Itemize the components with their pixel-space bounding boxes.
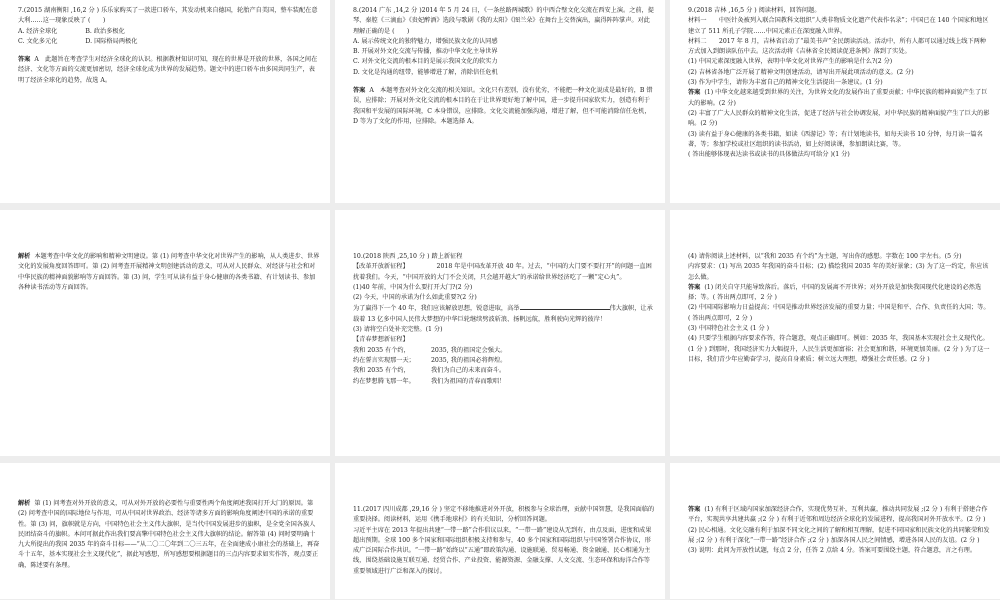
material-2: 材料二 2017 年 8 月，吉林省启动了“最美书声”全民朗读活动。活动中，所有人都可以通过线上线下两种方式加入到朗读队伍中去。这次活动将《吉林省全民阅读促进条例》落到了实处。: [688, 37, 986, 56]
fill-blank-before: 为了赢得下一个 40 年，我们应该解放思想，锐意进取，高举: [353, 305, 520, 313]
answer-label: 答案: [18, 56, 31, 64]
content-requirements: 内容要求：(1) 写出 2035 年我国的奋斗目标；(2) 描绘我国 2035 年的美好景象；(3) 为了这一约定，你应该怎么做。: [688, 263, 989, 281]
option-c: C. 对外文化交流的根本目的是展示我国文化的软实力: [353, 58, 498, 66]
page-panel-7: [0, 463, 330, 599]
options-row-1: [18, 27, 320, 37]
question-7: 7.(2015 湖南衡阳 ,16,2 分 ) 乐乐家购买了一款进口轿车，其发动机来自德国，轮胎产自美国，整车装配在意大利……这一现象反映了 ( ): [18, 7, 318, 25]
section-reform: 【改革开放新征程】 2018 年是中国改革开放 40 年。过去，“中国的大门要不要打开”的问题一直困扰着我们。今天，“中国开放的大门不会关闭，只会越开越大”的承诺给世界经济吃了一颗“定心丸”。: [353, 263, 652, 281]
page-panel-8: [335, 463, 665, 599]
sub-question-3: (3) 请将空白处补充完整。(1 分): [353, 326, 443, 334]
answer-label: 答案: [353, 87, 366, 95]
answer-10-part-2: (2) 中国国际影响力日益提高；中国是推动世界经济发展的重要力量；中国是和平、合作、负责任的大国；等。( 答出两点即可，2 分 ): [688, 304, 990, 322]
answer-text: (1) 中华文化越来越受到世界的关注，为世界文化的发展作出了重要贡献；中华民族的精神面貌产生了巨大的影响。(2 分): [688, 89, 988, 107]
page-panel-9: [670, 463, 1000, 599]
answer-9: [688, 88, 990, 109]
page-panel-5: [335, 210, 665, 456]
analysis-10: [18, 499, 320, 571]
page-panel-2: [335, 0, 665, 203]
answer-10-part-3: (3) 中国特色社会主义 (1 分 ): [688, 325, 770, 333]
option-d: D. 文化是沟通的纽带，能够增进了解，消除信任危机: [353, 68, 498, 76]
fill-blank-text: [353, 303, 655, 325]
answer-text: (1) 有利于区域内国家加深经济合作，实现优势互补，互利共赢，推动共同发展 ;(2 分 ) 有利于搭建合作平台，实现共享共建共赢 ;(2 分 ) 有利于近邻和周边经济全球化的发展进程，提高我国对外开放水平。(2 分 ): [688, 506, 988, 524]
material-1: 材料一 中医针灸被列入联合国教科文组织“人类非物质文化遗产代表作名录”；中国已在 140 个国家和地区建立了 511 所孔子学院……中国元素正在深度融入世界。: [688, 17, 989, 35]
answer-11-part-3: (3) 说明：此问为开放性试题，每点 2 分，任答 2 点给 4 分。答案可要围绕主题，符合题意，言之有理。: [688, 547, 977, 555]
option-c: C. 文化多元化: [18, 37, 58, 45]
poem-line: [353, 346, 655, 356]
section-youth: 【青春梦想新征程】: [353, 336, 409, 344]
sub-question-4: (4) 请你阅读上述材料，以“我和 2035 有个约”为主题，写出你的感想。字数在 100 字左右。(5 分): [688, 253, 962, 260]
analysis-text: 本题考查中华文化的影响和精神文明建设。第 (1) 问考查中华文化对世界产生的影响，从人类进步、世界文化的发展角度回答即可。第 (2) 问考查开展精神文明创建活动的意义，可从对人民群众、对经济与社会和对中华民族的精神面貌影响等方面回答。第 (3) 问，学生可从读有益于身心健康的各类书籍、有计划读书、参加各种读书活动等方面回答。: [18, 253, 320, 291]
answer-text: A 本题考查对外文化交流的相关知识。文化只有差别，没有优劣，不能把一种文化说成是最好的，B 错误，应排除；开展对外文化交流的根本目的在于让世界更好地了解中国，进一步提升国家软实力，创造有利于我国和平发展的国际环境，C 本身错误，应排除。文化交流能加强沟通，增进了解，但不可能消除信任危机，D 等为了文化的作用，应排除。本题选择 A。: [353, 87, 653, 125]
option-b: B. 开展对外文化交流与传播，推动中华文化主导世界: [353, 48, 498, 56]
answer-label: 答案: [688, 89, 701, 97]
answer-7: [18, 55, 320, 86]
options-row-2: [18, 37, 320, 47]
fill-blank: [520, 303, 610, 310]
page-panel-4: [0, 210, 330, 456]
poem-line: [353, 366, 655, 376]
answer-label: 答案: [688, 283, 701, 291]
answer-8: [353, 86, 655, 127]
question-8: 8.(2014 广东 ,14,2 分 )2014 年 5 月 24 日，《一条丝路两城歌》的中西合璧文化交流在西安上演。之前，提琴、秦腔《三滴血》《贵妃醉酒》选段与歌剧《我的太阳》《图兰朵》在舞台上交替演出，赢得阵阵掌声。对此理解正确的是 ( ): [353, 7, 654, 35]
poem-left: 我和 2035 有个约，: [353, 367, 410, 375]
analysis-9: [18, 252, 320, 293]
answer-11-part-2: (2) 民心相通。文化交融有利于加深不同文化之间的了解和相互理解，促进不同国家和民族文化的共同繁荣和发展 ;(2 分 ) 有利于深化“一带一路”经济合作 ;(2 分 ) 加深各国人民之间情感，增进各国人民的友谊。(2 分 ): [688, 526, 990, 544]
answer-10: [688, 283, 990, 304]
poem-right: 2035, 我的祖国定会强大。: [431, 346, 507, 354]
answer-9-part-2: (2) 丰富了广大人民群众的精神文化生活，促进了经济与社会协调发展，对中华民族的精神面貌产生了巨大的影响。(2 分): [688, 109, 990, 128]
question-9: 9.(2018 吉林 ,16,5 分 ) 阅读材料，回答问题。: [688, 7, 821, 14]
answer-9-part-3: (3) 读有益于身心健康的各类书籍，如读《西游记》等；有计划地读书，如每天读书 10 分钟，每月读一篇名著，等；参加学校或社区组织的读书活动，如上好阅读课，参加朗读比赛，等。: [688, 130, 983, 148]
fill-blank-after: 伟大旗帜，让承载着 13 亿多中国人民伟大梦想的中华巨轮继续劈波斩浪、扬帆远航，胜利驶向光辉的彼岸！: [353, 305, 653, 323]
sub-question-3: (3) 作为中学生，请你为丰富自己的精神文化生活提出一条建议。(1 分): [688, 79, 883, 87]
poem-left: 我和 2035 有个约，: [353, 346, 410, 354]
analysis-label: 解析: [18, 253, 31, 260]
analysis-text: 第 (1) 问考查对外开放的意义，可从对外开放的必要性与重要性两个角度阐述我国打开大门的原因。第 (2) 问考查中国的国际地位与作用，可从中国对世界政治、经济等诸多方面的影响角度阐述中国的承诺的重要性。第 (3) 问，旗帜就是方向，中国特色社会主义伟大旗帜，是当代中国发展进步的旗帜，是全党全国各族人民团结奋斗的旗帜。本问可据此作出我们要高擎中国特色社会主义伟大旗帜的结论。解答第 (4) 问时要明确十九大所提出的我国 2035 年的奋斗目标——“从二〇二〇年到二〇三五年，在全面建成小康社会的基础上，再奋斗十五年，基本实现社会主义现代化”，据此写感想，所写感想要根据题目的三点内容要求如实作答，观点要正确，陈述要有条理。: [18, 500, 320, 569]
poem-left: 约在誓言实现那一天；: [353, 356, 415, 364]
page-panel-1: [0, 0, 330, 203]
material: 习近平主席在 2013 年提出共建“一带一路”合作倡议以来，“一带一路”建设从无到有，由点及面，进度和成果超出预期。全球 100 多个国家和国际组织积极支持和参与，40 多个国家和国际组织与中国签署合作协议，形成广泛国际合作共识。“一带一路”始终以“五通”即政策沟通、设施联通、贸易畅通、资金融通、民心相通为主线，围绕基础设施互联互通、经贸合作、产业投资、能源资源、金融支撑、人文交流、生态环保和海洋合作等重要领域进行广泛和深入的探讨。: [353, 526, 652, 575]
page-panel-6: [670, 210, 1000, 456]
answer-label: 答案: [688, 506, 701, 513]
sub-question-2: (2) 今天，中国的承诺为什么如此重要?(2 分): [353, 294, 477, 302]
poem-right: 2035, 我的祖国必将辉煌。: [431, 356, 507, 364]
page-panel-3: [670, 0, 1000, 203]
poem-line: [353, 356, 655, 366]
sub-question-1: (1)40 年前，中国为什么要打开大门?(2 分): [353, 283, 473, 291]
poem-right: 我们为自己的未来而奋斗。: [431, 367, 506, 375]
option-b: B. 政治多极化: [85, 27, 125, 35]
answer-text: (1) 闭关自守只能导致落后。落后，中国的发展离不开世界；对外开放是加快我国现代化建设的必然选择；等。( 答出两点即可，2 分 ): [688, 283, 982, 302]
answer-9-note: ( 答出能够体现表达读书或读书的具体做法均可给分 )(1 分): [688, 151, 850, 159]
option-a: A. 经济全球化: [18, 27, 58, 35]
question-10: 10.(2018 陕西 ,25,10 分 ) 踏上新征程: [353, 253, 463, 260]
answer-text: A 此题旨在考查学生对经济全球化的认识。根据教材知识可知，现在的世界是开放的世界，各国之间在经济、文化等方面的交流更加密切，经济全球化成为世界的发展趋势。题文中的进口轿车由多国共同生产，表明了经济全球化的趋势，故选 A。: [18, 56, 318, 84]
analysis-label: 解析: [18, 500, 31, 507]
sub-question-2: (2) 吉林省各地广泛开展了精神文明创建活动，请写出开展此项活动的意义。(2 分): [688, 68, 914, 76]
poem-left: 约在梦想腾飞那一年。: [353, 377, 415, 385]
poem-line: [353, 377, 655, 387]
question-11: 11.(2017 四川成都 ,29,16 分 ) 坚定不移地推进对外开放，积极参与全球治理，贡献中国智慧，是我国面临的重要抉择。阅读材料，运用《携手地球村》的有关知识，分析回答问题。: [353, 506, 655, 524]
option-d: D. 国际格局两极化: [85, 37, 138, 45]
answer-10-part-4: (4) 只要学生根据内容要求作答，符合题意，观点正确即可。例如：2035 年，我国基本实现社会主义现代化。(1 分 ) 到那时，我国经济实力大幅提升，人民生活更加富裕；社会更加和谐，环境更加美丽。(2 分 ) 为了这一目标，我们青少年应勤奋学习，提高自身素质；树立远大理想，增强社会责任感。(2 分 ): [688, 335, 990, 363]
poem-right: 我们为祖国的青春而歌唱！: [431, 377, 506, 385]
sub-question-1: (1) 中国元素深度融入世界，表明中华文化对世界产生的影响是什么?(2 分): [688, 58, 893, 66]
answer-11: [688, 505, 990, 526]
option-a: A. 展示传统文化的独特魅力，增强民族文化的认同感: [353, 37, 498, 45]
